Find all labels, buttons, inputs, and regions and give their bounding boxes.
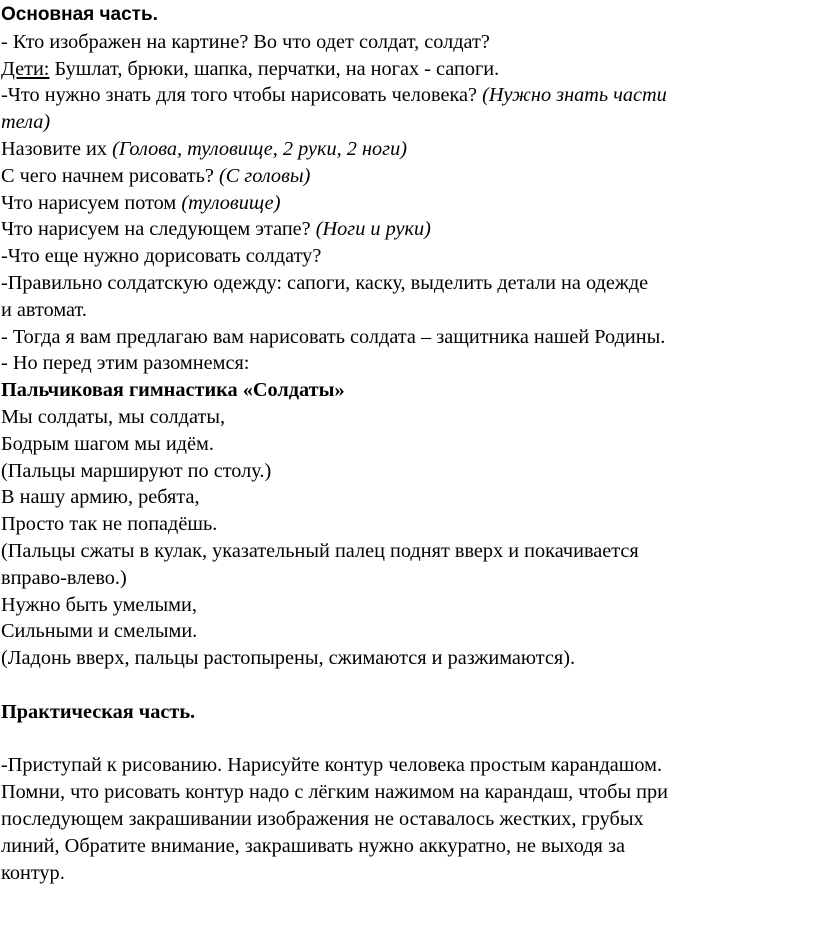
poem-line: Сильными и смелыми. <box>1 620 198 643</box>
question-4-line <box>1 163 816 190</box>
question-4: С чего начнем рисовать? <box>1 164 219 187</box>
children-answer: Бушлат, брюки, шапка, перчатки, на ногах - сапоги. <box>49 57 500 80</box>
poem-line: Бодрым шагом мы идём. <box>1 432 214 455</box>
gymnastics-heading: Пальчиковая гимнастика «Солдаты» <box>1 379 345 402</box>
poem-line: Нужно быть умелыми, <box>1 593 197 616</box>
blank-line <box>1 672 816 699</box>
poem-line: (Ладонь вверх, пальцы растопырены, сжимаются и разжимаются). <box>1 647 576 670</box>
poem-line: (Пальцы маршируют по столу.) <box>1 459 272 482</box>
question-5-line <box>1 190 816 217</box>
answer-7-line2: и автомат. <box>1 298 87 321</box>
question-6-answer: (Ноги и руки) <box>315 218 431 241</box>
warmup-line: - Но перед этим разомнемся: <box>1 352 250 375</box>
practical-line: Помни, что рисовать контур надо с лёгким нажимом на карандаш, чтобы при <box>1 781 669 804</box>
question-7: -Что еще нужно дорисовать солдату? <box>1 245 322 268</box>
question-3-line <box>1 136 816 163</box>
children-answer-line <box>1 56 816 83</box>
blank-line <box>1 726 816 753</box>
poem-line: Просто так не попадёшь. <box>1 513 218 536</box>
question-5: Что нарисуем потом <box>1 191 182 214</box>
question-2-line <box>1 82 816 109</box>
question-5-answer: (туловище) <box>181 191 281 214</box>
question-3-answer: (Голова, туловище, 2 руки, 2 ноги) <box>112 137 407 160</box>
children-label: Дети: <box>1 57 50 80</box>
question-4-answer: (С головы) <box>218 164 311 187</box>
practical-line: -Приступай к рисованию. Нарисуйте контур человека простым карандашом. <box>1 754 663 777</box>
practical-line: контур. <box>1 861 65 884</box>
main-heading: Основная часть. <box>1 4 158 25</box>
practical-heading: Практическая часть. <box>1 700 196 723</box>
question-2-answer-part1: (Нужно знать части <box>482 84 667 107</box>
question-6-line <box>1 216 816 243</box>
answer-7-line1: -Правильно солдатскую одежду: сапоги, каску, выделить детали на одежде <box>1 271 649 294</box>
poem-line: Мы солдаты, мы солдаты, <box>1 405 226 428</box>
question-3: Назовите их <box>1 137 113 160</box>
poem-line: В нашу армию, ребята, <box>1 486 200 509</box>
poem-line: вправо-влево.) <box>1 566 127 589</box>
practical-line: последующем закрашивании изображения не оставалось жестких, грубых <box>1 807 644 830</box>
question-2: -Что нужно знать для того чтобы нарисовать человека? <box>1 84 483 107</box>
practical-line: линий, Обратите внимание, закрашивать нужно аккуратно, не выходя за <box>1 834 625 857</box>
poem-line: (Пальцы сжаты в кулак, указательный палец поднят вверх и покачивается <box>1 539 639 562</box>
question-1: - Кто изображен на картине? Во что одет солдат, солдат? <box>1 30 490 53</box>
offer-line: - Тогда я вам предлагаю вам нарисовать солдата – защитника нашей Родины. <box>1 325 666 348</box>
question-2-answer-part2: тела) <box>1 111 51 134</box>
question-6: Что нарисуем на следующем этапе? <box>1 218 316 241</box>
